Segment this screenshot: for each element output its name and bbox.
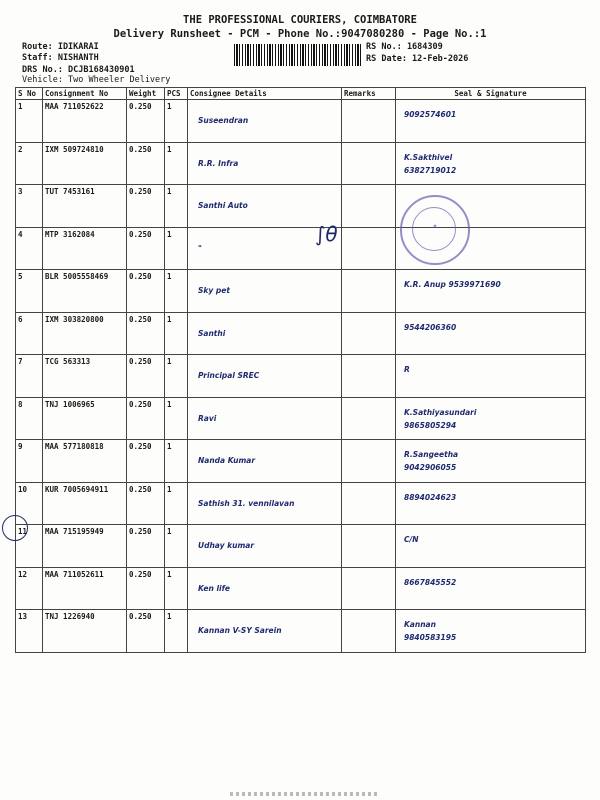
col-seal: Seal & Signature — [396, 88, 586, 100]
rs-date: RS Date: 12-Feb-2026 — [366, 54, 469, 64]
company-seal-stamp: ★ — [400, 195, 470, 265]
table-row — [16, 227, 586, 270]
row-seal-signature — [396, 397, 586, 440]
row-consignee — [188, 312, 342, 355]
signature-handwriting: 9544206360 — [404, 322, 457, 332]
row-remarks — [342, 100, 396, 143]
row-pcs: 1 — [165, 440, 188, 483]
row-consignment-no: MAA 715195949 — [43, 525, 127, 568]
row-consignee — [188, 355, 342, 398]
table-row — [16, 142, 586, 185]
consignee-handwriting: Sky pet — [198, 286, 230, 295]
table-row — [16, 440, 586, 483]
row-sno: 5 — [16, 270, 43, 313]
signature-handwriting: R — [404, 365, 410, 374]
row-sno: 13 — [16, 610, 43, 653]
row-consignee — [188, 185, 342, 228]
row-remarks — [342, 440, 396, 483]
row-consignee — [188, 567, 342, 610]
consignee-handwriting: Ravi — [198, 413, 217, 423]
row-consignee — [188, 142, 342, 185]
table-row — [16, 312, 586, 355]
barcode — [234, 44, 362, 66]
row-remarks — [342, 482, 396, 525]
col-weight: Weight — [127, 88, 165, 100]
col-remarks: Remarks — [342, 88, 396, 100]
row-weight: 0.250 — [127, 355, 165, 398]
row-weight: 0.250 — [127, 142, 165, 185]
row-seal-signature — [396, 567, 586, 610]
row-sno: 2 — [16, 142, 43, 185]
staff-label: Staff: NISHANTH — [22, 53, 99, 63]
row-remarks — [342, 567, 396, 610]
consignee-handwriting: Santhi Auto — [198, 201, 248, 210]
row-remarks — [342, 525, 396, 568]
consignee-handwriting: Udhay kumar — [198, 541, 255, 550]
row-pcs: 1 — [165, 397, 188, 440]
row-sno: 8 — [16, 397, 43, 440]
row-remarks — [342, 185, 396, 228]
signature-handwriting: C/N — [404, 535, 419, 544]
consignee-handwriting: Sathish 31. vennilavan — [198, 498, 295, 508]
row-consignment-no: KUR 7005694911 — [43, 482, 127, 525]
row-pcs: 1 — [165, 312, 188, 355]
row-consignee — [188, 397, 342, 440]
row-consignee — [188, 100, 342, 143]
table-row — [16, 525, 586, 568]
row-pcs: 1 — [165, 525, 188, 568]
consignee-handwriting: Principal SREC — [198, 371, 260, 380]
row-consignment-no: MAA 711052622 — [43, 100, 127, 143]
row-consignment-no: TUT 7453161 — [43, 185, 127, 228]
row-sno: 4 — [16, 227, 43, 270]
consignee-handwriting: Santhi — [198, 328, 226, 338]
rs-number: RS No.: 1684309 — [366, 42, 443, 52]
signature-handwriting: K.Sathiyasundari 9865805294 — [404, 407, 477, 430]
row-consignment-no: IXM 509724810 — [43, 142, 127, 185]
row-pcs: 1 — [165, 610, 188, 653]
signature-handwriting: 8894024623 — [404, 492, 457, 502]
row-consignee — [188, 482, 342, 525]
row-weight: 0.250 — [127, 440, 165, 483]
row-remarks — [342, 312, 396, 355]
row-consignment-no: TCG 563313 — [43, 355, 127, 398]
scribble-mark: ∫θ — [315, 222, 338, 246]
table-row — [16, 100, 586, 143]
table-header-row — [16, 88, 586, 100]
row-consignee — [188, 270, 342, 313]
row-weight: 0.250 — [127, 397, 165, 440]
row-seal-signature — [396, 525, 586, 568]
row-remarks — [342, 355, 396, 398]
row-seal-signature — [396, 355, 586, 398]
row-weight: 0.250 — [127, 227, 165, 270]
vehicle-label: Vehicle: Two Wheeler Delivery — [22, 75, 171, 85]
row-weight: 0.250 — [127, 610, 165, 653]
signature-handwriting: K.Sakthivel 6382719012 — [404, 152, 457, 175]
consignee-handwriting: Ken life — [198, 583, 230, 593]
row-weight: 0.250 — [127, 525, 165, 568]
row-consignee — [188, 525, 342, 568]
row-weight: 0.250 — [127, 270, 165, 313]
row-seal-signature — [396, 270, 586, 313]
route-label: Route: IDIKARAI — [22, 42, 99, 52]
row-consignee — [188, 440, 342, 483]
row-sno: 10 — [16, 482, 43, 525]
consignee-handwriting: " — [198, 243, 202, 253]
signature-handwriting: 8667845552 — [404, 577, 457, 587]
row-weight: 0.250 — [127, 312, 165, 355]
row-sno: 6 — [16, 312, 43, 355]
signature-handwriting: R.Sangeetha 9042906055 — [404, 450, 459, 472]
row-sno: 3 — [16, 185, 43, 228]
row-seal-signature — [396, 142, 586, 185]
row-sno: 1 — [16, 100, 43, 143]
row-pcs: 1 — [165, 142, 188, 185]
row-pcs: 1 — [165, 227, 188, 270]
row-pcs: 1 — [165, 567, 188, 610]
col-sno: S No — [16, 88, 43, 100]
company-title: THE PROFESSIONAL COURIERS, COIMBATORE — [183, 14, 417, 26]
row-consignment-no: TNJ 1226940 — [43, 610, 127, 653]
row-seal-signature — [396, 312, 586, 355]
row-remarks — [342, 142, 396, 185]
row-11-circle-mark — [2, 515, 28, 541]
row-remarks — [342, 270, 396, 313]
signature-handwriting: Kannan 9840583195 — [404, 620, 457, 642]
row-weight: 0.250 — [127, 567, 165, 610]
row-sno: 9 — [16, 440, 43, 483]
consignee-handwriting: Kannan V-SY Sarein — [198, 626, 282, 635]
row-pcs: 1 — [165, 270, 188, 313]
row-remarks — [342, 227, 396, 270]
col-consignee: Consignee Details — [188, 88, 342, 100]
consignee-handwriting: R.R. Infra — [198, 158, 239, 168]
consignee-handwriting: Nanda Kumar — [198, 456, 256, 465]
row-consignment-no: BLR 5005558469 — [43, 270, 127, 313]
row-remarks — [342, 610, 396, 653]
consignee-handwriting: Suseendran — [198, 116, 249, 125]
table-row — [16, 567, 586, 610]
table-row — [16, 610, 586, 653]
row-weight: 0.250 — [127, 100, 165, 143]
drs-number: DRS No.: DCJB168430901 — [22, 65, 135, 75]
row-remarks — [342, 397, 396, 440]
row-seal-signature — [396, 100, 586, 143]
runsheet-subtitle: Delivery Runsheet - PCM - Phone No.:9047080280 - Page No.:1 — [113, 28, 487, 40]
row-consignment-no: MAA 711052611 — [43, 567, 127, 610]
row-seal-signature — [396, 482, 586, 525]
signature-handwriting: K.R. Anup 9539971690 — [404, 280, 501, 289]
row-consignee — [188, 610, 342, 653]
row-sno: 11 — [16, 525, 43, 568]
col-consignment: Consignment No — [43, 88, 127, 100]
col-pcs: PCS — [165, 88, 188, 100]
row-seal-signature — [396, 610, 586, 653]
signature-handwriting: 9092574601 — [404, 110, 457, 119]
row-sno: 7 — [16, 355, 43, 398]
table-row — [16, 397, 586, 440]
footer-mark — [230, 792, 380, 796]
row-pcs: 1 — [165, 482, 188, 525]
table-row — [16, 185, 586, 228]
row-consignment-no: TNJ 1006965 — [43, 397, 127, 440]
row-pcs: 1 — [165, 355, 188, 398]
row-pcs: 1 — [165, 100, 188, 143]
row-seal-signature — [396, 440, 586, 483]
row-pcs: 1 — [165, 185, 188, 228]
runsheet-table — [15, 87, 586, 653]
row-weight: 0.250 — [127, 482, 165, 525]
row-sno: 12 — [16, 567, 43, 610]
row-weight: 0.250 — [127, 185, 165, 228]
table-row — [16, 270, 586, 313]
row-consignment-no: MTP 3162084 — [43, 227, 127, 270]
row-consignment-no: MAA 577180818 — [43, 440, 127, 483]
table-row — [16, 355, 586, 398]
table-row — [16, 482, 586, 525]
row-consignment-no: IXM 303820800 — [43, 312, 127, 355]
